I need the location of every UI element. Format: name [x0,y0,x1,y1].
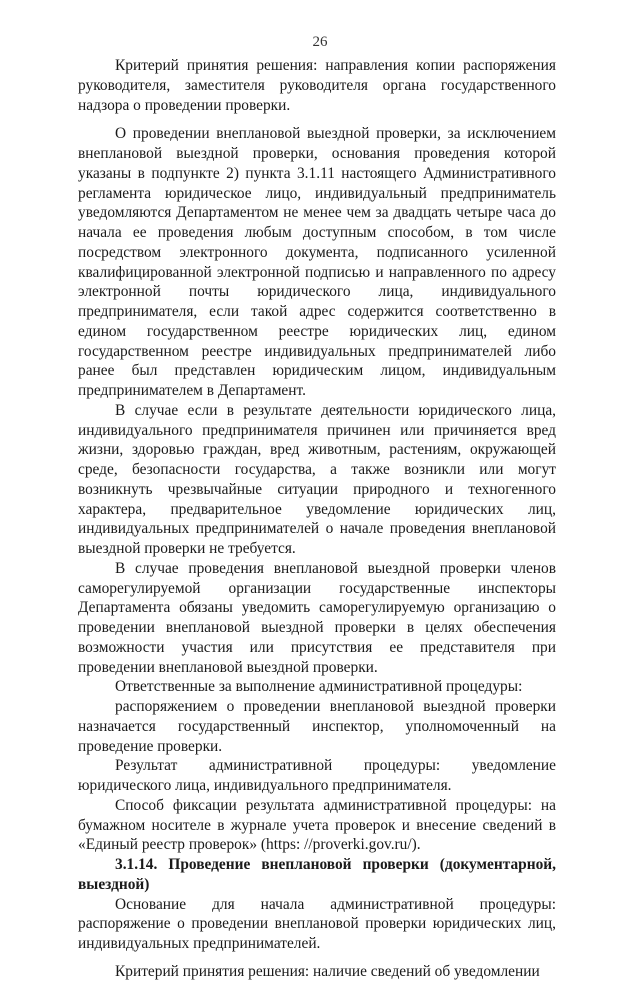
section-heading-3-1-14: 3.1.14. Проведение внеплановой проверки (документарной, выездной) [78,856,556,893]
paragraph-sro-members: В случае проведения внеплановой выездной проверки членов саморегулируемой организации государственные инспекторы Департамента обязаны уведомить саморегулируемую организацию о проведении внеплановой выездной проверки в целях обеспечения возможности участия или присутствия ее представителя при проведении внеплановой выездной проверки. [78,559,556,676]
paragraph-notification-procedure: О проведении внеплановой выездной проверки, за исключением внеплановой выездной проверки, основания проведения которой указаны в подпункте 2) пункта 3.1.11 настоящего Административного регламента юридическое лицо, индивидуальный предприниматель уведомляются Департаментом не менее чем за двадцать четыре часа до начала ее проведения любым доступным способом, в том числе посредством электронного документа, подписанного усиленной квалифицированной электронной подписью и направленного по адресу электронной почты юридического лица, индивидуального предпринимателя, если такой адрес содержится соответственно в едином государственном реестре юридических лиц, едином государственном реестре индивидуальных предпринимателей либо ранее был представлен юридическим лицом, индивидуальным предпринимателем в Департамент. [78,125,556,399]
page-number: 26 [312,34,328,50]
paragraph-harm-exception: В случае если в результате деятельности юридического лица, индивидуального предпринимателя причинен или причиняется вред жизни, здоровью граждан, вред животным, растениям, окружающей среде, безопасности государства, а также возникли или могут возникнуть чрезвычайные ситуации природного и техногенного характера, предварительное уведомление юридических лиц, индивидуальных предпринимателей о начале проведения внеплановой выездной проверки не требуется. [78,401,556,557]
document-body [78,56,556,982]
paragraph-responsible: Ответственные за выполнение административной процедуры: [115,678,523,696]
paragraph-decision-criterion: Критерий принятия решения: направления копии распоряжения руководителя, заместителя руководителя органа государственного надзора о проведении проверки. [78,57,556,114]
paragraph-procedure-result: Результат административной процедуры: уведомление юридического лица, индивидуального предпринимателя. [78,757,556,794]
paragraph-procedure-basis: Основание для начала административной процедуры: распоряжение о проведении внеплановой проверки юридических лиц, индивидуальных предпринимателей. [78,895,556,952]
paragraph-inspector-assignment: распоряжением о проведении внеплановой выездной проверки назначается государственный инспектор, уполномоченный на проведение проверки. [78,698,556,755]
paragraph-decision-criterion-2: Критерий принятия решения: наличие сведений об уведомлении [115,962,540,980]
paragraph-result-recording: Способ фиксации результата административной процедуры: на бумажном носителе в журнале учета проверок и внесение сведений в «Единый реестр проверок» (https: //proverki.gov.ru/). [78,796,556,854]
